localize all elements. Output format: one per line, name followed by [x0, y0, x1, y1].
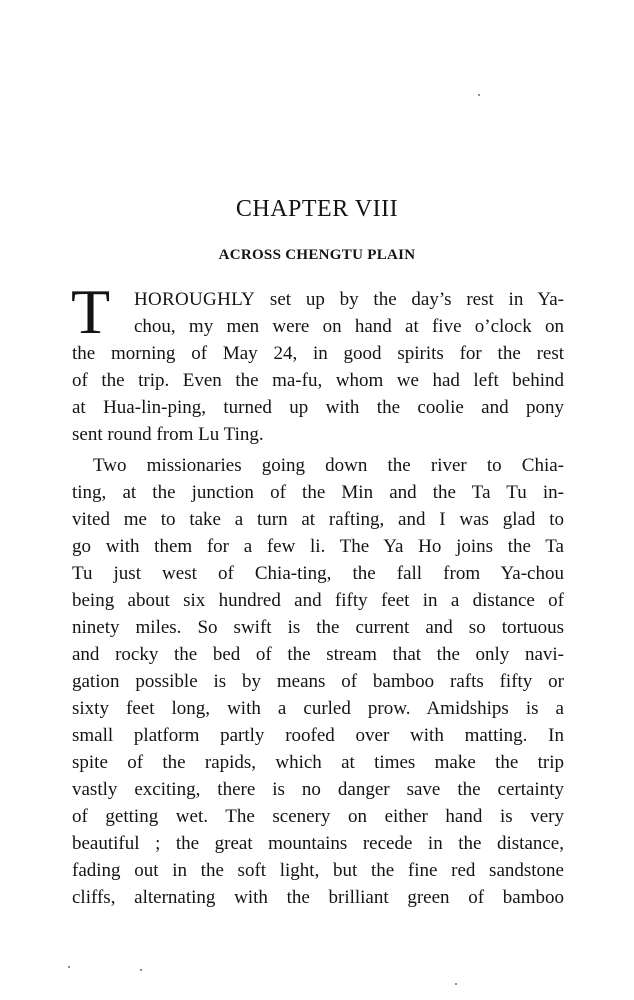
text-line-8: ting, at the junction of the Min and the Ta Tu in- [72, 482, 564, 503]
text-line-21: beautiful ; the great mountains recede in the distance, [72, 833, 564, 854]
text-line-10: go with them for a few li. The Ya Ho joins the Ta [72, 536, 564, 557]
text-line-11: Tu just west of Chia-ting, the fall from Ya-chou [72, 563, 564, 584]
chapter-title: CHAPTER VIII [235, 196, 399, 222]
text-line-1-rest: set up by the day’s rest in Ya- [255, 289, 564, 310]
text-line-5: at Hua-lin-ping, turned up with the coolie and pony [72, 397, 564, 418]
text-line-19: vastly exciting, there is no danger save the certainty [72, 779, 564, 800]
text-line-17: small platform partly roofed over with matting. In [72, 725, 564, 746]
text-line-7: Two missionaries going down the river to Chia- [93, 455, 564, 476]
opening-word: HOROUGHLY [134, 289, 256, 310]
text-line-4: of the trip. Even the ma-fu, whom we had left behind [72, 370, 564, 391]
text-line-20: of getting wet. The scenery on either hand is very [72, 806, 564, 827]
text-line-15: gation possible is by means of bamboo rafts fifty or [72, 671, 564, 692]
paper-speck [140, 969, 142, 971]
text-line-2: chou, my men were on hand at five o’clock on [134, 316, 564, 337]
text-line-6: sent round from Lu Ting. [72, 424, 264, 445]
text-line-1 [134, 286, 564, 313]
paper-speck [68, 966, 70, 968]
paper-speck [455, 983, 457, 985]
text-line-16: sixty feet long, with a curled prow. Amidships is a [72, 698, 564, 719]
chapter-subtitle: ACROSS CHENGTU PLAIN [218, 247, 416, 263]
text-line-12: being about six hundred and fifty feet in a distance of [72, 590, 564, 611]
text-line-18: spite of the rapids, which at times make the trip [72, 752, 564, 773]
text-line-14: and rocky the bed of the stream that the only navi- [72, 644, 564, 665]
text-line-13: ninety miles. So swift is the current and so tortuous [72, 617, 564, 638]
text-line-22: fading out in the soft light, but the fine red sandstone [72, 860, 564, 881]
text-line-23: cliffs, alternating with the brilliant green of bamboo [72, 887, 564, 908]
text-line-3: the morning of May 24, in good spirits for the rest [72, 343, 564, 364]
drop-cap-letter: T [71, 276, 111, 347]
text-line-9: vited me to take a turn at rafting, and I was glad to [72, 509, 564, 530]
paper-speck [478, 94, 480, 96]
